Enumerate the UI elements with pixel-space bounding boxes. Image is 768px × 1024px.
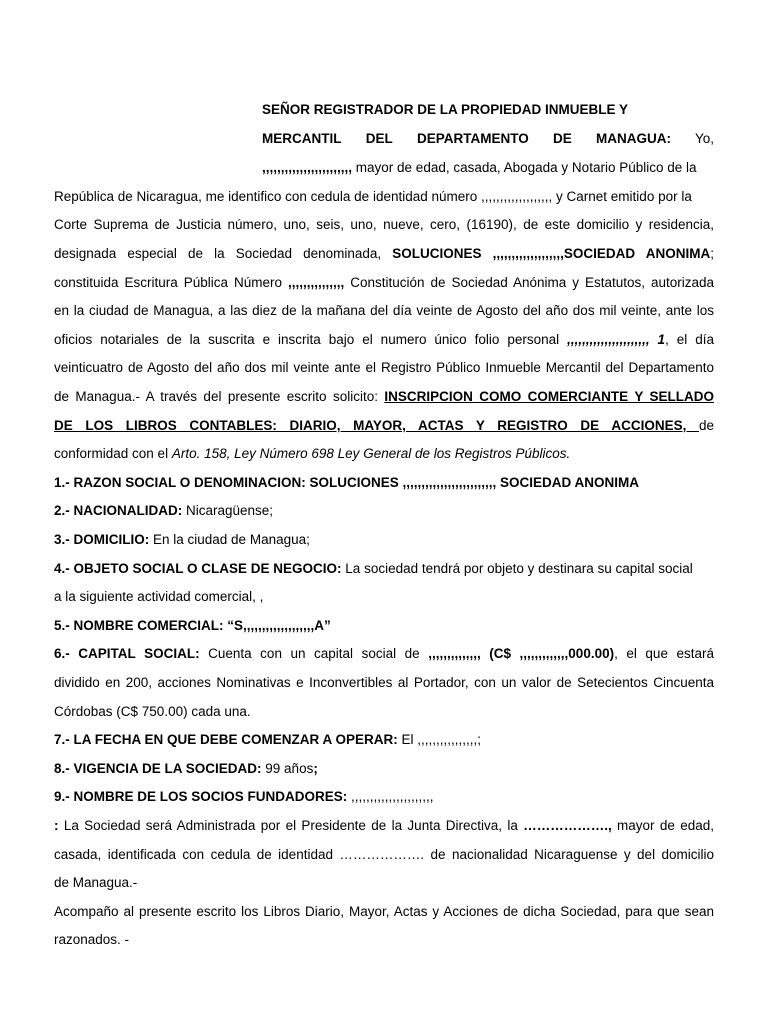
item-punct: ;	[313, 761, 318, 776]
closing-line-2	[54, 846, 714, 864]
item-3	[54, 531, 714, 549]
heading-word: MERCANTIL	[262, 131, 342, 146]
item-7	[54, 731, 714, 749]
item-label: 9.- NOMBRE DE LOS SOCIOS FUNDADORES:	[54, 789, 348, 804]
body-text: Constitución de Sociedad Anónima y Estatutos, autorizada	[344, 275, 714, 290]
body-text: mayor de edad,	[611, 818, 714, 833]
item-value: , el que estará	[614, 646, 715, 661]
body-line-6	[54, 331, 714, 349]
item-value: El ,,,,,,,,,,,,,,,,;	[397, 732, 482, 747]
item-value: 99 años	[261, 761, 314, 776]
company-name: SOLUCIONES ,,,,,,,,,,,,,,,,,,,SOCIEDAD ANONIMA	[392, 246, 711, 261]
item-label: 6.- CAPITAL SOCIAL:	[54, 646, 200, 661]
body-line-5	[54, 302, 714, 320]
item-value: dividido en 200, acciones Nominativas e Inconvertibles al Portador, con un valor de Setecientos Cincuenta	[54, 675, 714, 690]
heading-title-1: SEÑOR REGISTRADOR DE LA PROPIEDAD INMUEBLE Y	[262, 102, 629, 117]
closing-line-3	[54, 874, 714, 892]
body-line-7	[54, 359, 714, 377]
item-label: 7.- LA FECHA EN QUE DEBE COMENZAR A OPERAR:	[54, 732, 398, 747]
item-6	[54, 645, 714, 663]
request-title-cont: DE LOS LIBROS CONTABLES: DIARIO, MAYOR, ACTAS Y REGISTRO DE ACCIONES,	[54, 418, 699, 433]
item-value: Cuenta con un capital social de	[199, 646, 429, 661]
body-text: República de Nicaragua, me identifico con cedula de identidad número ,,,,,,,,,,,,,,,,,,, y Carnet emitido por la	[54, 189, 692, 204]
item-value: En la ciudad de Managua;	[149, 532, 310, 547]
item-value: a la siguiente actividad comercial, ,	[54, 589, 264, 604]
body-line-8	[54, 388, 714, 406]
item-label: 2.- NACIONALIDAD:	[54, 503, 183, 518]
heading-word: DEPARTAMENTO	[416, 131, 529, 146]
body-text: de Managua.- A través del presente escrito solicito:	[54, 389, 385, 404]
heading-yo: Yo,	[694, 131, 714, 146]
item-6-cont-1	[54, 674, 714, 692]
president-name-blank: ……………….,	[523, 818, 612, 833]
item-9	[54, 788, 714, 806]
item-8	[54, 760, 714, 778]
body-text: Corte Suprema de Justicia número, uno, seis, uno, nueve, cero, (16190), de este domicilio y residencia,	[54, 217, 714, 232]
body-text: de	[698, 418, 714, 433]
body-text: Acompaño al presente escrito los Libros Diario, Mayor, Actas y Acciones de dicha Sociedad, para que sean	[54, 904, 714, 919]
closing-colon: :	[54, 818, 59, 833]
folio-number-blank: ,,,,,,,,,,,,,,,,,,,,,, 1	[567, 332, 666, 347]
body-text: casada, identificada con cedula de identidad ………………. de nacionalidad Nicaraguense y del domicilio	[54, 847, 714, 862]
heading-line-2	[262, 130, 714, 148]
body-text: oficios notariales de la suscrita e inscrita bajo el numero único folio personal	[54, 332, 568, 347]
heading-word: DE	[552, 131, 572, 146]
body-text: veinticuatro de Agosto del año dos mil veinte ante el Registro Público Inmueble Mercantil del Departamento	[54, 360, 714, 375]
notary-description: mayor de edad, casada, Abogada y Notario Público de la	[352, 160, 697, 175]
body-text: ;	[710, 246, 715, 261]
item-text: 1.- RAZON SOCIAL O DENOMINACION: SOLUCIONES ,,,,,,,,,,,,,,,,,,,,,,,,, SOCIEDAD ANONIMA	[54, 475, 640, 490]
body-line-9	[54, 417, 714, 435]
body-text: en la ciudad de Managua, a las diez de la mañana del día veinte de Agosto del año dos mil veinte, ante los	[54, 303, 714, 318]
item-label: 4.- OBJETO SOCIAL O CLASE DE NEGOCIO:	[54, 561, 342, 576]
body-text: , el día	[665, 332, 715, 347]
body-text: razonados. -	[54, 932, 130, 947]
deed-number-blank: ,,,,,,,,,,,,,,,	[287, 275, 345, 290]
item-label: 8.- VIGENCIA DE LA SOCIEDAD:	[54, 761, 262, 776]
closing-line-5	[54, 931, 714, 949]
body-line-1	[54, 188, 714, 206]
capital-amount: ,,,,,,,,,,,,,, (C$ ,,,,,,,,,,,,,000.00)	[428, 646, 615, 661]
item-value: ,,,,,,,,,,,,,,,,,,,,,,	[347, 789, 434, 804]
item-2	[54, 502, 714, 520]
body-line-4	[54, 274, 714, 292]
body-line-10	[54, 445, 714, 463]
item-text: 5.- NOMBRE COMERCIAL: “S,,,,,,,,,,,,,,,,,,,A”	[54, 618, 331, 633]
heading-word: MANAGUA:	[595, 131, 671, 146]
body-line-2	[54, 216, 714, 234]
body-text: de Managua.-	[54, 875, 138, 890]
closing-line-1	[54, 817, 714, 835]
law-reference: Arto. 158, Ley Número 698 Ley General de los Registros Públicos.	[171, 446, 571, 461]
item-5	[54, 617, 714, 635]
notary-name-blank: ,,,,,,,,,,,,,,,,,,,,,,,,	[262, 160, 353, 175]
item-label: 3.- DOMICILIO:	[54, 532, 150, 547]
closing-line-4	[54, 903, 714, 921]
body-text: constituida Escritura Pública Número	[54, 275, 288, 290]
body-text: designada especial de la Sociedad denominada,	[54, 246, 393, 261]
item-value: Nicaragüense;	[182, 503, 274, 518]
item-value: La sociedad tendrá por objeto y destinara su capital social	[341, 561, 693, 576]
body-line-3	[54, 245, 714, 263]
body-text: conformidad con el	[54, 446, 172, 461]
item-6-cont-2	[54, 703, 714, 721]
item-4	[54, 560, 714, 578]
body-text: La Sociedad será Administrada por el Presidente de la Junta Directiva, la	[58, 818, 524, 833]
item-1	[54, 474, 714, 492]
heading-word: DEL	[365, 131, 393, 146]
item-4-cont	[54, 588, 714, 606]
request-title: INSCRIPCION COMO COMERCIANTE Y SELLADO	[384, 389, 714, 404]
heading-line-3	[262, 159, 714, 177]
heading-line-1	[262, 101, 714, 119]
item-value: Córdobas (C$ 750.00) cada una.	[54, 704, 251, 719]
